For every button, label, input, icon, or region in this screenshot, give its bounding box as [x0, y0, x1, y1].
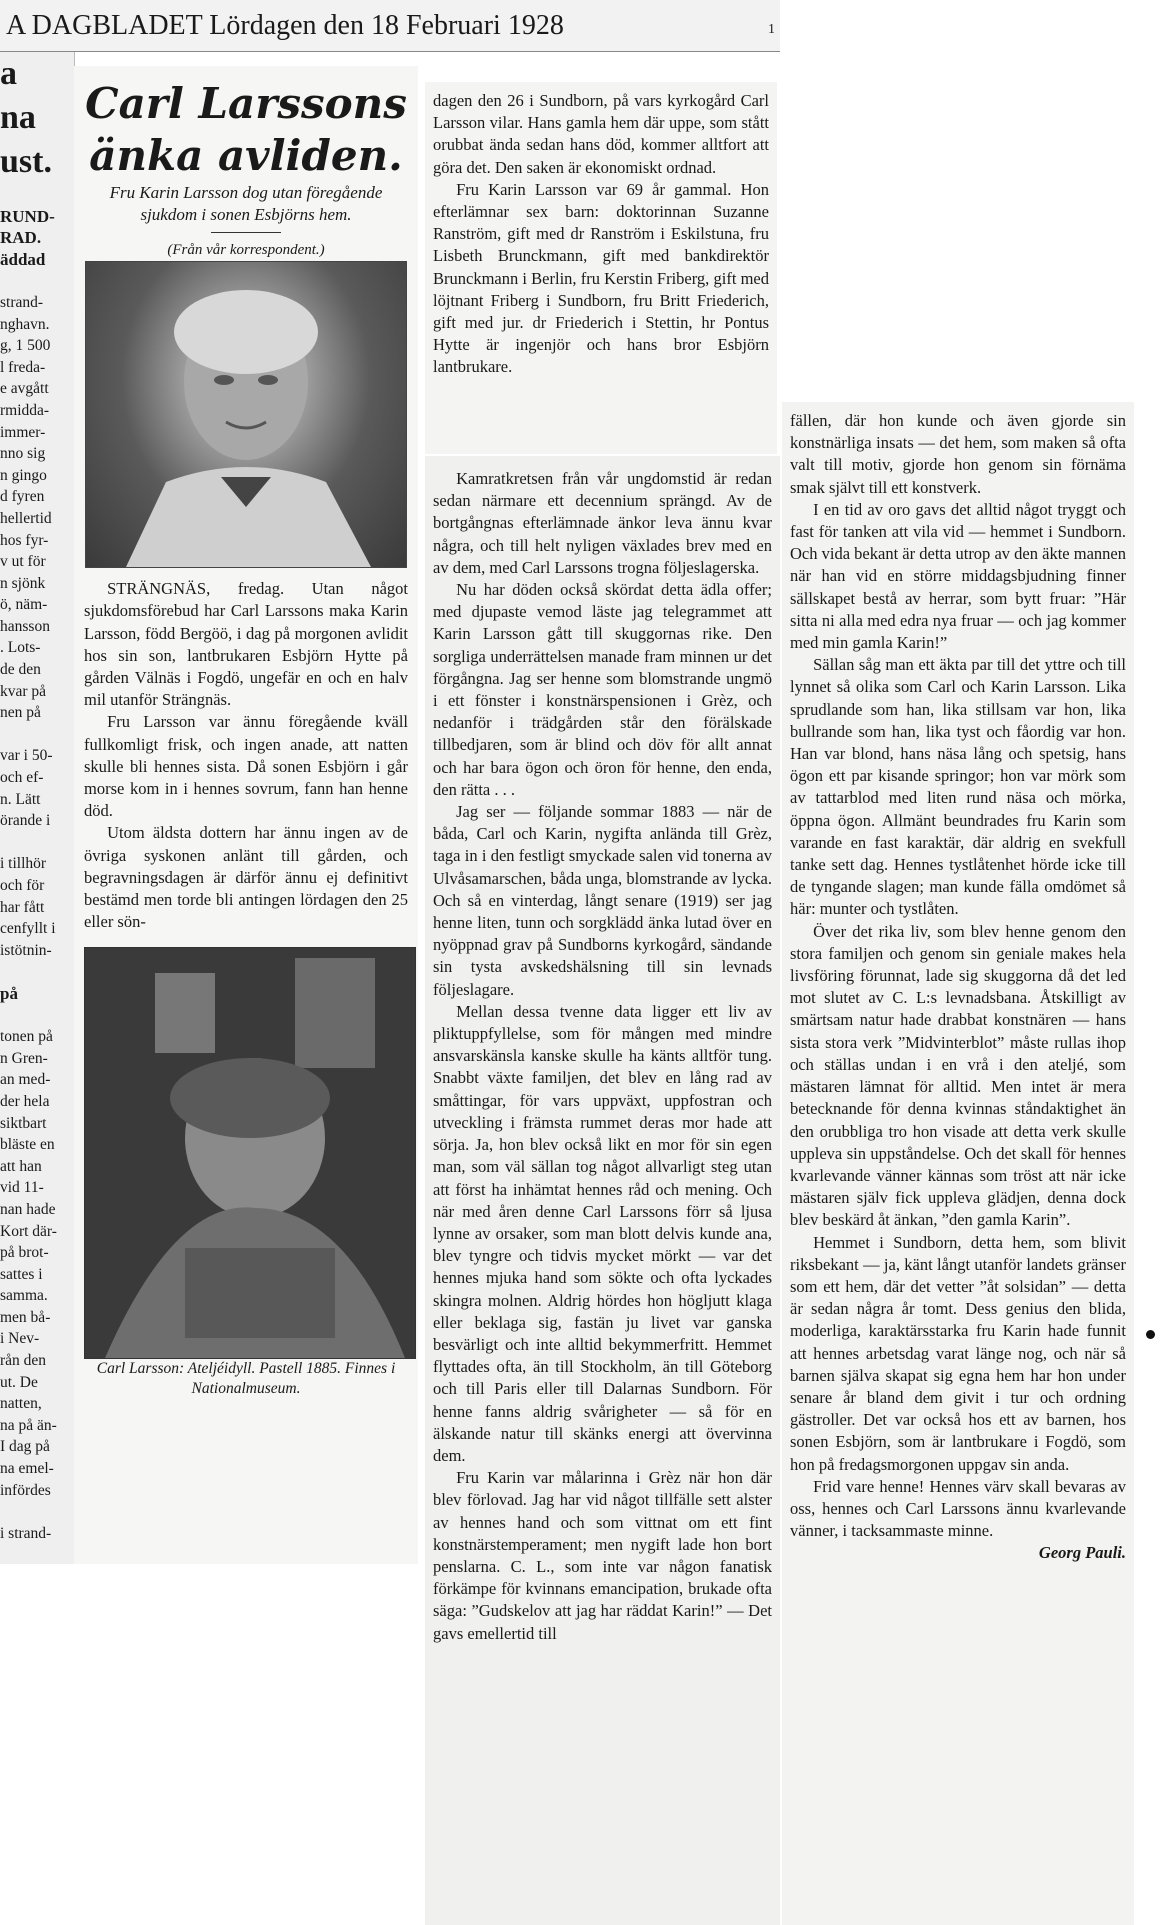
scrap-line: [0, 961, 74, 983]
scrap-line: natten,: [0, 1395, 42, 1413]
scrap-line: bläste en: [0, 1136, 55, 1154]
scrap-line: de den: [0, 661, 41, 679]
paragraph: Sällan såg man ett äkta par till det yttre och till lynnet så olika som Carl och Karin Larsson. Lika sprudlande som han, lika stillsam var hon, lika bullrande som han, lika tyst och fåordig var hon. Han var blond, hans näsa lång och spetsig, hans ögon ett par kisande springor; hon var mörk som av tattarblod med liten rund näsa och mörka, öppna ögon. Allmänt beundrades fru Karin som varande en fast karaktär, där aldrig en svekfull tanke sett dag. Hennes tystlåtenhet hörde icke till de tyngande slagen; man kunde fälla omdömet så här: munter och tystlåten.: [790, 655, 1126, 919]
scrap-line: Kort där-: [0, 1222, 57, 1240]
article-subtitle: Fru Karin Larsson dog utan föregående sjukdom i sonen Esbjörns hem.: [109, 183, 383, 224]
paragraph: I en tid av oro gavs det alltid något tryggt och fast för tanken att vila vid — hemmet i Sundborn. Och vida bekant är detta utrop av den äkte mannen när han vid en större middagsbjudning finner sällskapet bestå av herrar, som bytt fruar: ”Här sitta ni alla med edra nya fruar — och jag kommer med min gamla Karin!”: [790, 499, 1126, 653]
divider: [211, 232, 281, 233]
article-column-1: [74, 66, 418, 1564]
portrait-photo-karin-larsson: [85, 261, 407, 568]
scrap-line: [0, 832, 74, 854]
scrap-line: siktbart: [0, 1114, 47, 1132]
scrap-line: [0, 1501, 74, 1523]
scrap-line: v ut för: [0, 553, 46, 571]
scrap-line: ö, näm-: [0, 596, 48, 614]
page-mark: 1: [768, 22, 775, 37]
scrap-line: RUND-: [0, 206, 55, 226]
scrap-line: sattes i: [0, 1265, 43, 1283]
article-title: Carl Larssons änka avliden.: [85, 79, 407, 180]
scrap-line: ut. De: [0, 1373, 38, 1391]
scrap-line: rmidda-: [0, 401, 50, 419]
scrap-line: n. Lätt: [0, 790, 41, 808]
scrap-line: an med-: [0, 1071, 51, 1089]
scrap-line: n sjönk: [0, 574, 46, 592]
scrap-line: l freda-: [0, 358, 46, 376]
paragraph: fällen, där hon kunde och även gjorde sin konstnärliga insats — det hem, som maken så ofta valt till motiv, gjorde hon genom sin förnäma smak självt till ett konstverk.: [790, 411, 1126, 497]
paragraph: dagen den 26 i Sundborn, på vars kyrkogård Carl Larsson vilar. Hans gamla hem där uppe, som stått orubbat ända sedan hans död, kommer alltfort att göra det. Den saken är ekonomiskt ordnad.: [433, 91, 769, 177]
scrap-line: RAD.: [0, 228, 42, 248]
scrap-line: hansson: [0, 617, 50, 635]
scrap-line: [0, 184, 74, 206]
scrap-line: strand-: [0, 293, 44, 311]
paragraph: Kamratkretsen från vår ungdomstid är redan sedan närmare ett decennium sprängd. Av de bortgångnas efterlämnade änkor leva ännu kvar några, och till helt nyligen växlades brev med en av dem, med Carl Larssons trogna följeslagerska.: [433, 469, 772, 577]
scrap-line: [0, 1005, 74, 1027]
scrap-line: har fått: [0, 898, 45, 916]
article-column-3: [782, 402, 1134, 1925]
paragraph: Nu har döden också skördat detta ädla offer; med djupaste vemod läste jag telegrammet att Karin Larsson gått till skuggornas rike. Den sorgliga underrättelsen manade fram minnen ur det förgångna. Jag ser henne som blomstrande ungmö i ett fönster i konstnärspensionen i Grèz, och nedanför i trädgården står den förälskade tillbedjaren, som är blind och döv för allt annat och har bara ögon och öron för henne, den enda, den rätta . . .: [433, 580, 772, 799]
scrap-line: cenfyllt i: [0, 920, 56, 938]
scrap-line: tonen på: [0, 1028, 53, 1046]
scrap-line: . Lots-: [0, 639, 41, 657]
scrap-line: kvar på: [0, 682, 47, 700]
scrap-line: rån den: [0, 1352, 47, 1370]
scrap-line: äddad: [0, 249, 46, 269]
scrap-line: immer-: [0, 423, 46, 441]
scrap-line: ust.: [0, 143, 52, 180]
paragraph: Mellan dessa tvenne data ligger ett liv av pliktuppfyllelse, som för mången med mindre ansvarskänsla kanske skulle ha känts alltför tung. Snabbt växte familjen, det blev en lång rad av småttingar, för vars uppväxt, uppfostran och utveckling i främsta rummet deras mor hade att sörja. Ja, hon blev också likt en mor för sin egen man, som väl sällan tog något allvarligt steg utan att först ha inhämtat hennes råd och mening. Och när med åren denne Carl Larssons förr så ljusa lynne av orsaker, som man blott delvis kunde ana, blev tyngre och tidvis mycket mörkt — var det hennes mjuka hand som sökte och ofta lyckades skingra molnen. Aldrig hördes hon högljutt klaga eller beklaga sig, fastän ju livet var ganska besvärligt och inte alltid bekymmerfritt. Hemmet flyttades ofta, än till Stockholm, än till Göteborg och till Paris eller till Dalarnas Sundborn. För henne fanns aldrig svårigheter — så för en älskande natur till skänks energi att övervinna dem.: [433, 1001, 772, 1465]
scrap-line: men bå-: [0, 1308, 51, 1326]
paragraph: Hemmet i Sundborn, detta hem, som blivit riksbekant — ja, känt långt utanför landets gränser som ett hem, där det vetter ”åt solsidan” — detta är sedan några år tomt. Dess genius den blida, moderliga, karaktärsstarka fru Karin hade funnit att hennes arbetsdag varat länge nog, och när så barnen själva skapat sig egna hem har hon under senare år bland dem givit i tur och ordning gästroller. Det var också hos ett av barnen, hos sonen Esbjörn, som är lantbrukare i Fogdö, som hon på fredagsmorgonen uppgav sin anda.: [790, 1232, 1126, 1474]
masthead-text: A DAGBLADET Lördagen den 18 Februari 1928: [6, 10, 564, 41]
author-signature: Georg Pauli.: [1038, 1543, 1126, 1563]
scrap-line: samma.: [0, 1287, 48, 1305]
scrap-line: i Nev-: [0, 1330, 40, 1348]
newspaper-masthead: [0, 0, 780, 52]
article-column-2-top: [425, 82, 777, 454]
scrap-line: hellertid: [0, 509, 52, 527]
paragraph: Fru Larsson var ännu föregående kväll fullkomligt frisk, och ingen anade, att natten skulle bli hennes sista. Då sonen Esbjörn i går morse kom in i hennes sovrum, fann han henne död.: [84, 712, 408, 821]
scrap-line: på brot-: [0, 1244, 49, 1262]
paragraph: STRÄNGNÄS, fredag. Utan något sjukdomsförebud har Carl Larssons maka Karin Larsson, född Bergöö, i dag på morgonen avlidit hos sin son, lantbrukaren Esbjörn Hytte på gården Välnäs i Fogdö, ungefär en och en halv mil utanför Strängnäs.: [84, 579, 408, 710]
scrap-line: n Gren-: [0, 1049, 48, 1067]
scrap-line: infördes: [0, 1481, 51, 1499]
article-column-2: [425, 456, 780, 1925]
scrap-line: der hela: [0, 1092, 50, 1110]
scrap-line: nan hade: [0, 1200, 56, 1218]
scrap-line: n gingo: [0, 466, 47, 484]
scrap-line: hos fyr-: [0, 531, 49, 549]
article-body-col1: [84, 578, 408, 933]
scrap-line: vid 11-: [0, 1179, 44, 1197]
paragraph: Utom äldsta dottern har ännu ingen av de övriga syskonen anlänt till gården, och begravningsdagen är därför ännu ej definitivt bestämd men torde bli antingen lördagen den 25 eller sön-: [84, 823, 408, 932]
scrap-line: I dag på: [0, 1438, 50, 1456]
scrap-line: a: [0, 55, 17, 92]
correspondent-note: (Från vår korrespondent.): [167, 242, 325, 258]
atelier-idyll-pastel-image: [84, 947, 416, 1359]
scrap-line: istötnin-: [0, 941, 52, 959]
paragraph: Fru Karin var målarinna i Grèz när hon där blev förlovad. Jag har vid något tillfälle sett alster av hennes hand och som vittnat om ett fint konstnärstemperament; men nygift lade hon bort penslarna. C. L., som inte var någon fanatisk förkämpe för kvinnans emancipation, brukade ofta säga: ”Gudskelov att jag har räddat Karin!” — Det gavs emellertid till: [433, 1468, 772, 1643]
scrap-line: nen på: [0, 704, 41, 722]
scrap-line: na emel-: [0, 1460, 54, 1478]
scrap-line: örande i: [0, 812, 51, 830]
paragraph: Över det rika liv, som blev henne genom den stora familjen och genom sin geniale makes hela livsföring förunnat, lade sig skuggorna då det led mot slutet av C. L:s levnadsbana. Åtskilligt av smärtsam natur hade drabbat konstnären — hans sista stora verk ”Midvinterblot” måste rullas ihop och ställas undan i en vrå i den ateljé, som mästaren lämnat för alltid. Men intet är mera betecknande för denna kvinnas ståndaktighet än den orubbliga tro hon visade att detta verk skulle uppleva sin uppståndelse. Och det skall för hennes kvarlevande vänner kännas som tröst att när icke mästaren själv fick uppleva glädjen, denna dock blev beskärd åt änkan, ”den gamla Karin”.: [790, 921, 1126, 1230]
scrap-line: i strand-: [0, 1524, 52, 1542]
scrap-line: och för: [0, 877, 45, 894]
paragraph: Jag ser — följande sommar 1883 — när de båda, Carl och Karin, nygifta anlända till Grèz, taga in i den festligt smyckade salen vid tonerna av Ulvåsamarschen, båda unga, blomstrande av lycka. Och så en vinterdag, långt senare (1919) ser jag henne liten, tunn och sorgklädd änka lutad över en nyöppnad grav på Sundborns kyrkogård, sändande sin tysta avskedshälsning till sin levnads följeslagare.: [433, 802, 772, 999]
scrap-line: på: [0, 983, 18, 1003]
left-clipping-fragment: [0, 52, 75, 1564]
scrap-line: och ef-: [0, 769, 44, 787]
scrap-line: [0, 724, 74, 746]
scrap-line: e avgått: [0, 380, 49, 398]
scrap-line: na: [0, 99, 36, 136]
paragraph: Fru Karin Larsson var 69 år gammal. Hon efterlämnar sex barn: doktorinnan Suzanne Ranström, gift med dr Ranström i Eskilstuna, fru Lisbeth Brunckmann, gift med bankdirektör Brunckmann i Berlin, fru Kerstin Friberg, gift med löjtnant Friberg i Sundborn, fru Britt Friederich, gift med jur. dr Friederich i Stettin, hr Pontus Hytte är ingenjör och hans bror Esbjörn lantbrukare.: [433, 179, 769, 377]
image-caption: Carl Larsson: Ateljéidyll. Pastell 1885. Finnes i Nationalmuseum.: [96, 1360, 396, 1398]
scrap-line: att han: [0, 1157, 42, 1175]
scrap-line: [0, 270, 74, 292]
scrap-line: g, 1 500: [0, 337, 51, 355]
scrap-line: i tillhör: [0, 855, 47, 873]
scrap-line: d fyren: [0, 488, 45, 506]
ink-speck: [1146, 1330, 1155, 1339]
scrap-line: na på än-: [0, 1416, 57, 1434]
scrap-line: nno sig: [0, 445, 46, 463]
scrap-line: var i 50-: [0, 747, 53, 765]
scrap-line: nghavn.: [0, 315, 50, 333]
paragraph: Frid vare henne! Hennes värv skall bevaras av oss, hennes och Carl Larssons ännu kvarlevande vänner, i tacksammaste minne.: [790, 1476, 1126, 1541]
